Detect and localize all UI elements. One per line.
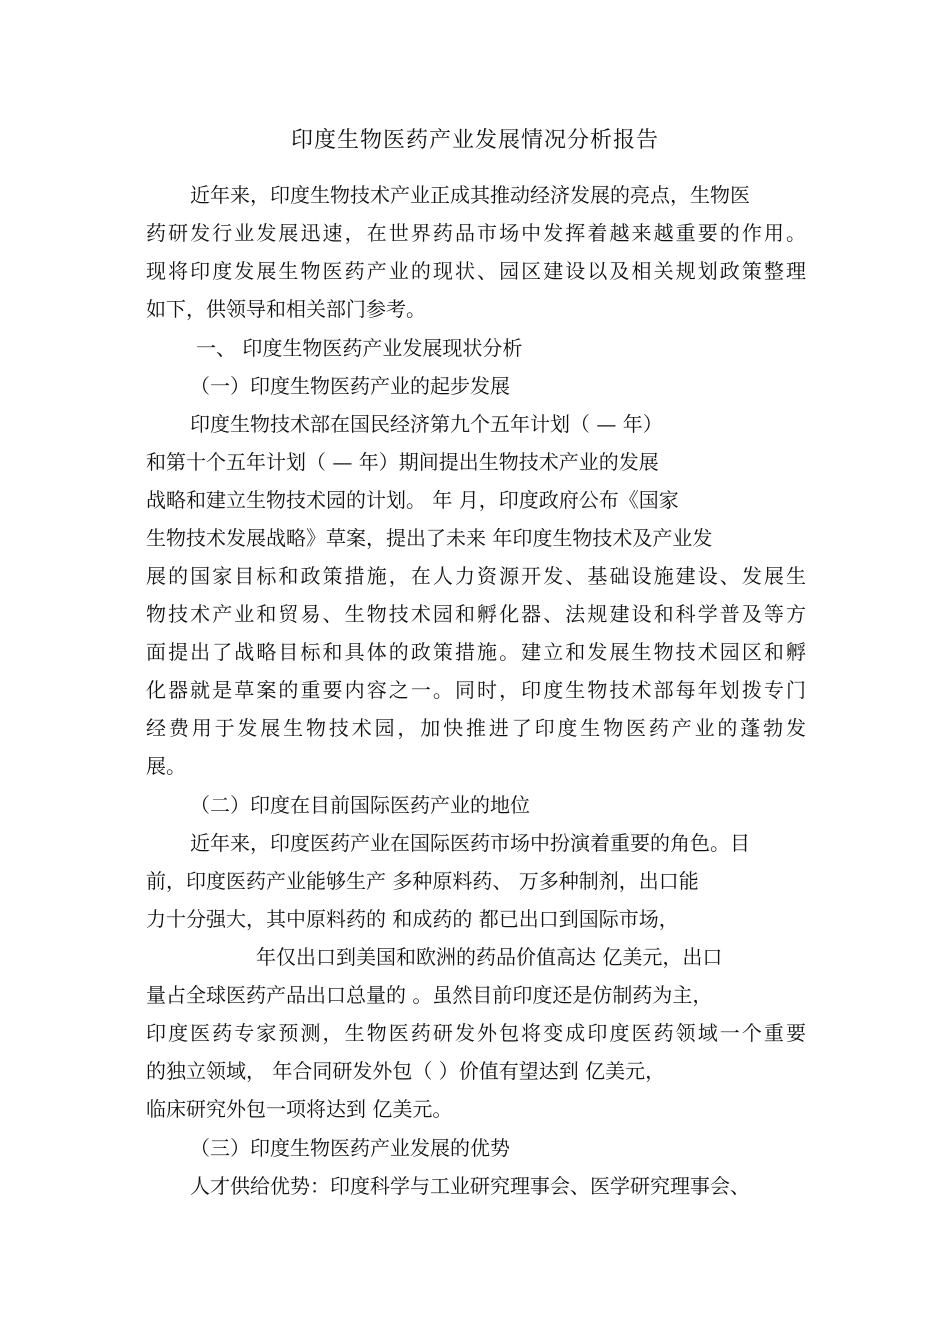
paragraph-line: 如下，供领导和相关部门参考。 bbox=[146, 297, 426, 321]
paragraph-line: 和第十个五年计划（ — 年）期间提出生物技术产业的发展 bbox=[146, 450, 659, 474]
paragraph-line: 临床研究外包一项将达到 亿美元。 bbox=[146, 1097, 453, 1121]
paragraph-line: 战略和建立生物技术园的计划。 年 月，印度政府公布《国家 bbox=[146, 488, 679, 512]
paragraph-line: 生物技术发展战略》草案，提出了未来 年印度生物技术及产业发 bbox=[146, 526, 713, 550]
paragraph-line: 近年来，印度生物技术产业正成其推动经济发展的亮点，生物医 bbox=[190, 183, 750, 207]
paragraph-line: 印度生物技术部在国民经济第九个五年计划（ — 年） bbox=[190, 412, 663, 436]
subsection-heading: （三）印度生物医药产业发展的优势 bbox=[190, 1136, 510, 1160]
paragraph-line: 近年来，印度医药产业在国际医药市场中扮演着重要的角色。目 bbox=[190, 831, 750, 855]
paragraph-line: 的独立领域， 年合同研发外包（ ）价值有望达到 亿美元， bbox=[146, 1059, 666, 1083]
paragraph-line: 量占全球医药产品出口总量的 。虽然目前印度还是仿制药为主， bbox=[146, 983, 713, 1007]
paragraph-line: 经费用于发展生物技术园，加快推进了印度生物医药产业的蓬勃发 bbox=[146, 716, 806, 740]
paragraph-line: 年仅出口到美国和欧洲的药品价值高达 亿美元，出口 bbox=[256, 945, 723, 969]
subsection-heading: （二）印度在目前国际医药产业的地位 bbox=[190, 793, 530, 817]
paragraph-line: 展的国家目标和政策措施，在人力资源开发、基础设施建设、发展生 bbox=[146, 564, 806, 588]
paragraph-line: 力十分强大，其中原料药的 和成药的 都已出口到国际市场， bbox=[146, 907, 679, 931]
paragraph-line: 现将印度发展生物医药产业的现状、园区建设以及相关规划政策整理 bbox=[146, 259, 806, 283]
subsection-heading: （一）印度生物医药产业的起步发展 bbox=[190, 374, 510, 398]
paragraph-line: 前，印度医药产业能够生产 多种原料药、 万多种制剂，出口能 bbox=[146, 869, 699, 893]
paragraph-line: 化器就是草案的重要内容之一。同时，印度生物技术部每年划拨专门 bbox=[146, 678, 806, 702]
paragraph-line: 物技术产业和贸易、生物技术园和孵化器、法规建设和科学普及等方 bbox=[146, 602, 806, 626]
paragraph-line: 药研发行业发展迅速，在世界药品市场中发挥着越来越重要的作用。 bbox=[146, 221, 806, 245]
section-heading: 一、 印度生物医药产业发展现状分析 bbox=[196, 336, 523, 360]
paragraph-line: 人才供给优势：印度科学与工业研究理事会、医学研究理事会、 bbox=[190, 1174, 750, 1198]
paragraph-line: 展。 bbox=[146, 754, 186, 778]
paragraph-line: 面提出了战略目标和具体的政策措施。建立和发展生物技术园区和孵 bbox=[146, 640, 806, 664]
paragraph-line: 印度医药专家预测，生物医药研发外包将变成印度医药领域一个重要 bbox=[146, 1021, 806, 1045]
document-title: 印度生物医药产业发展情况分析报告 bbox=[290, 128, 659, 153]
